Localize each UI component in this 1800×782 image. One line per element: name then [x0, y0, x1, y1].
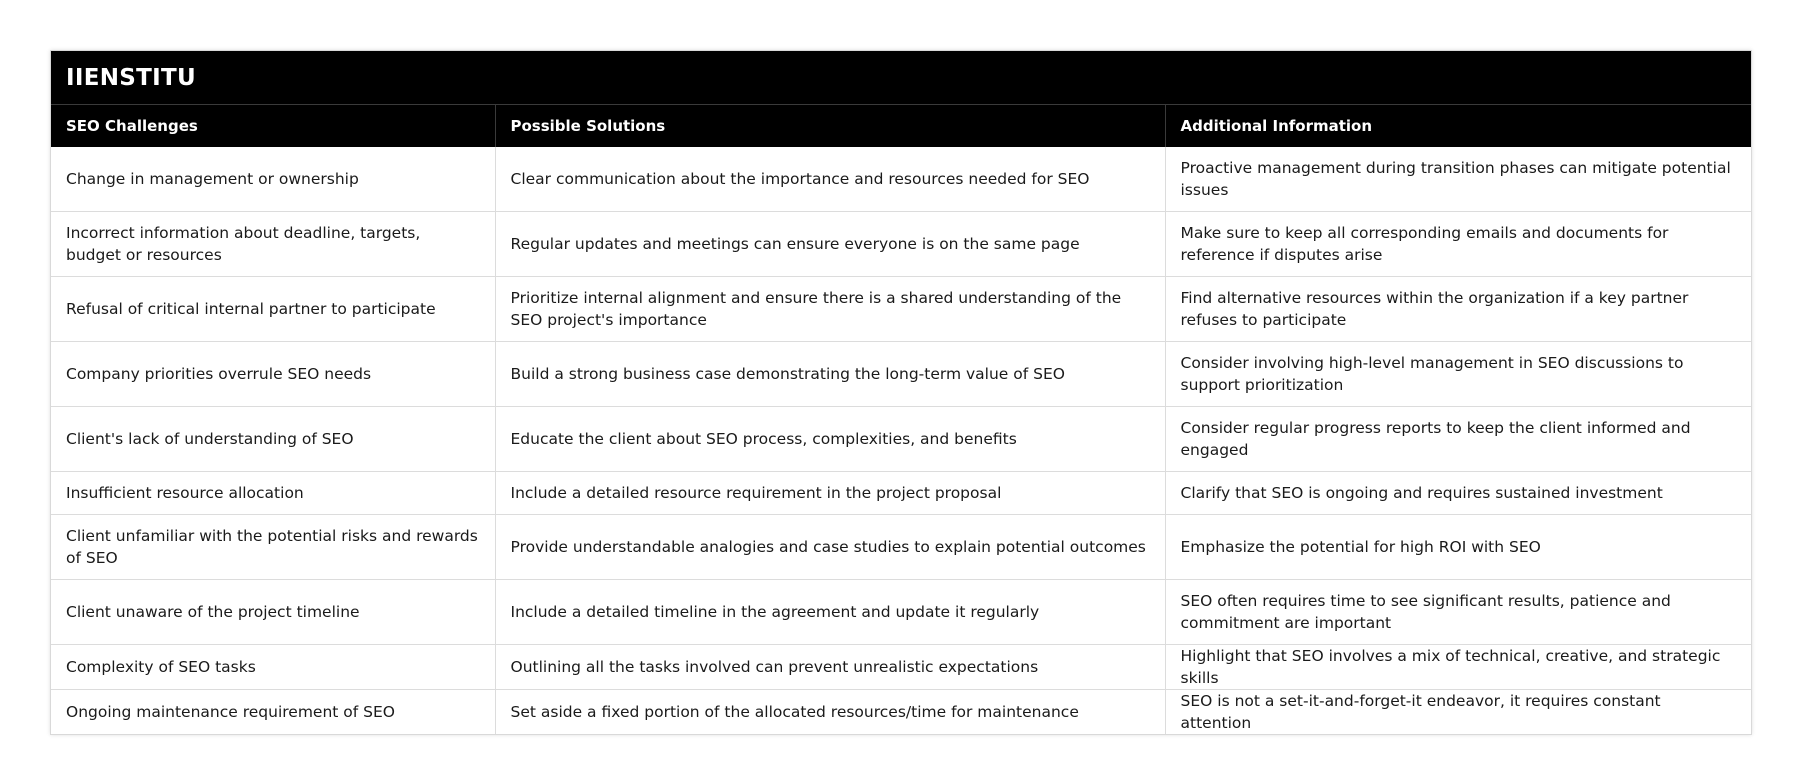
- solution-cell: Clear communication about the importance and resources needed for SEO: [495, 147, 1165, 212]
- column-header-solutions: Possible Solutions: [495, 105, 1165, 147]
- info-cell: Proactive management during transition phases can mitigate potential issues: [1165, 147, 1751, 212]
- challenge-cell: Change in management or ownership: [51, 147, 495, 212]
- table-row: [51, 407, 1751, 472]
- solution-cell: Provide understandable analogies and case studies to explain potential outcomes: [495, 515, 1165, 580]
- solution-cell: Regular updates and meetings can ensure everyone is on the same page: [495, 212, 1165, 277]
- solution-cell: Set aside a fixed portion of the allocated resources/time for maintenance: [495, 690, 1165, 735]
- solution-cell: Outlining all the tasks involved can prevent unrealistic expectations: [495, 645, 1165, 690]
- table-row: [51, 147, 1751, 212]
- info-cell: Consider involving high-level management in SEO discussions to support prioritization: [1165, 342, 1751, 407]
- info-cell: Emphasize the potential for high ROI with SEO: [1165, 515, 1751, 580]
- solution-cell: Prioritize internal alignment and ensure there is a shared understanding of the SEO project's importance: [495, 277, 1165, 342]
- table-row: [51, 212, 1751, 277]
- table-row: [51, 515, 1751, 580]
- seo-challenges-table: [51, 104, 1751, 734]
- table-row: [51, 277, 1751, 342]
- info-cell: SEO is not a set-it-and-forget-it endeavor, it requires constant attention: [1180, 692, 1661, 732]
- column-header-additional-info: Additional Information: [1165, 105, 1751, 147]
- table-row: [51, 645, 1751, 690]
- table-title: IIENSTITU: [51, 51, 1751, 104]
- column-header-challenges: SEO Challenges: [51, 105, 495, 147]
- challenge-cell: Ongoing maintenance requirement of SEO: [51, 690, 495, 735]
- info-cell: Clarify that SEO is ongoing and requires sustained investment: [1165, 472, 1751, 515]
- solution-cell: Include a detailed resource requirement in the project proposal: [495, 472, 1165, 515]
- table-row: [51, 580, 1751, 645]
- solution-cell: Educate the client about SEO process, complexities, and benefits: [495, 407, 1165, 472]
- seo-challenges-table-container: [50, 50, 1752, 735]
- solution-cell: Build a strong business case demonstrating the long-term value of SEO: [495, 342, 1165, 407]
- info-cell: Highlight that SEO involves a mix of technical, creative, and strategic skills: [1165, 645, 1751, 690]
- info-cell: Consider regular progress reports to keep the client informed and engaged: [1165, 407, 1751, 472]
- challenge-cell: Refusal of critical internal partner to participate: [51, 277, 495, 342]
- challenge-cell: Client's lack of understanding of SEO: [51, 407, 495, 472]
- challenge-cell: Company priorities overrule SEO needs: [51, 342, 495, 407]
- header-row: [51, 105, 1751, 147]
- info-cell: Make sure to keep all corresponding emails and documents for reference if disputes arise: [1165, 212, 1751, 277]
- challenge-cell: Client unaware of the project timeline: [51, 580, 495, 645]
- table-row: [51, 342, 1751, 407]
- challenge-cell: Incorrect information about deadline, targets, budget or resources: [51, 212, 495, 277]
- solution-cell: Include a detailed timeline in the agreement and update it regularly: [495, 580, 1165, 645]
- table-row: [51, 690, 1751, 735]
- table-row: [51, 472, 1751, 515]
- info-cell: Find alternative resources within the organization if a key partner refuses to participate: [1165, 277, 1751, 342]
- challenge-cell: Insufficient resource allocation: [51, 472, 495, 515]
- challenge-cell: Client unfamiliar with the potential risks and rewards of SEO: [51, 515, 495, 580]
- challenge-cell: Complexity of SEO tasks: [51, 645, 495, 690]
- info-cell: SEO often requires time to see significant results, patience and commitment are important: [1165, 580, 1751, 645]
